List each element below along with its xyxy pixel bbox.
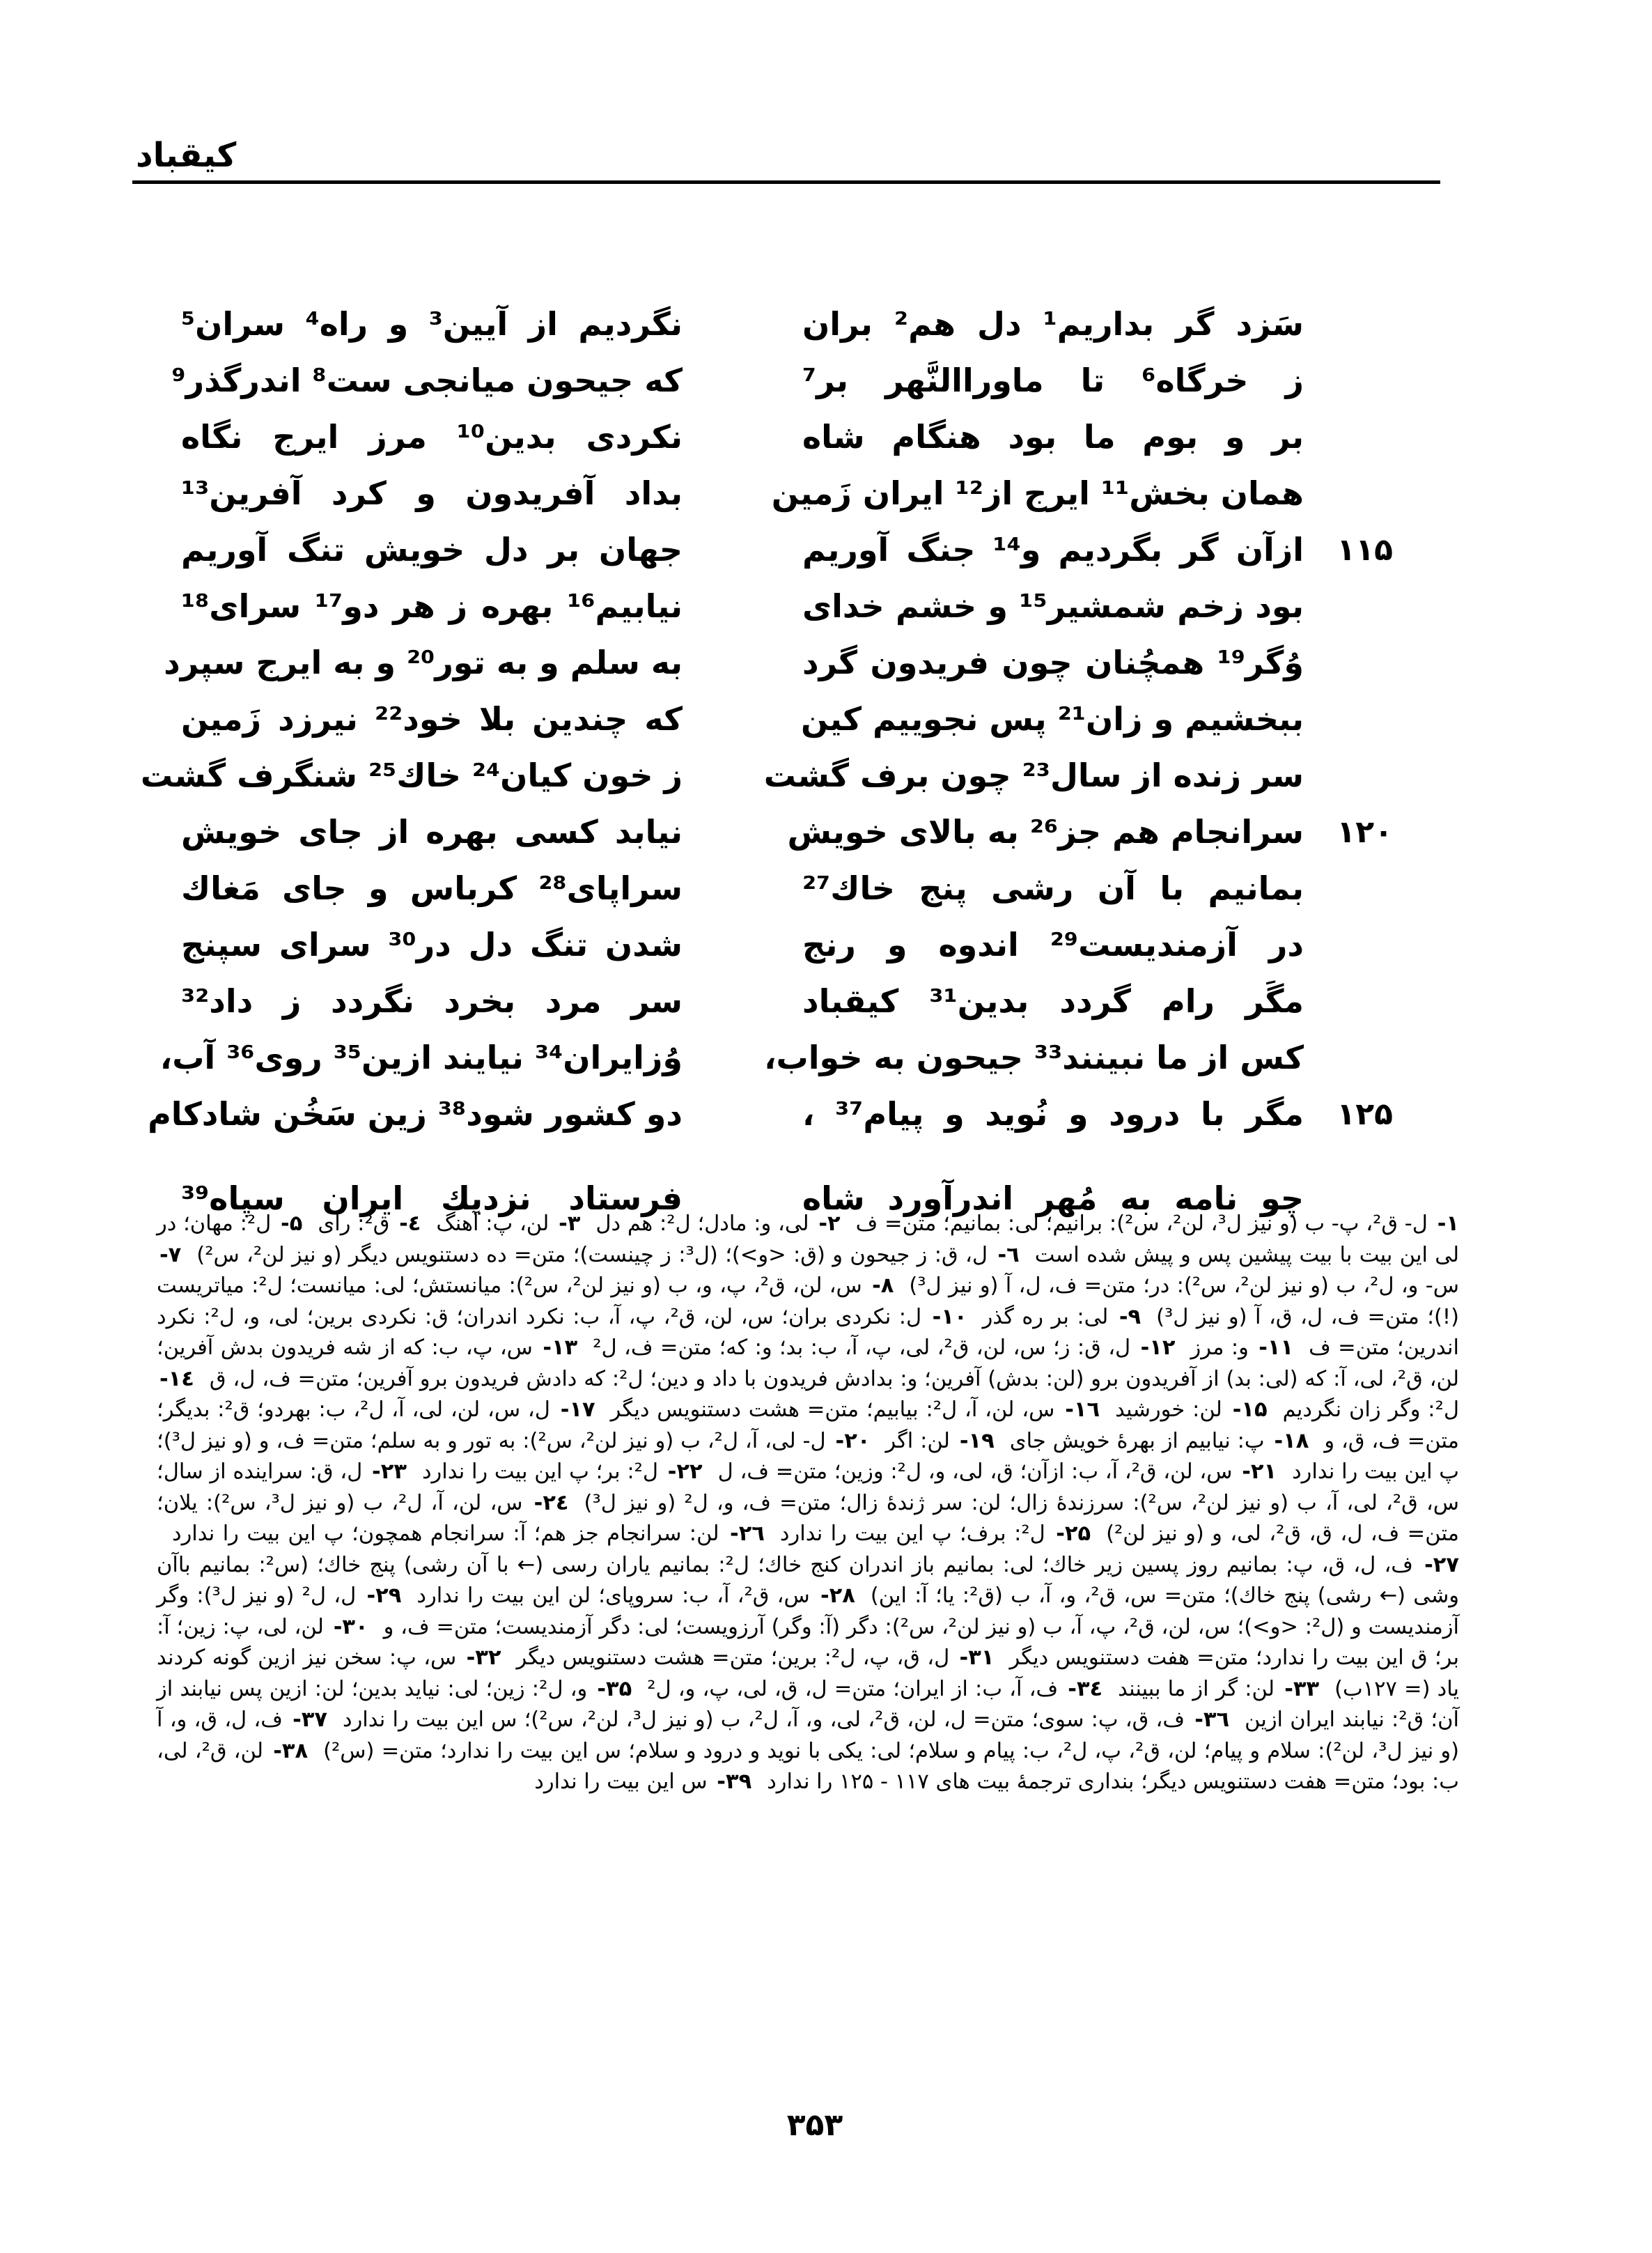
footnote-text: س، لن، ق²، آ، ب: ازآن؛ ق، لی، و، ل²: وزین؛ متن= ف، ل: [717, 1460, 1240, 1484]
footnote-number: ۱۸-: [1274, 1428, 1309, 1453]
verse-couplet: [181, 691, 1379, 748]
hemistich-first: مگر با درود و نُوید و پیام³⁷ ،: [802, 1095, 1304, 1133]
footnote-text: س این بیت را ندارد: [534, 1770, 715, 1794]
footnote: [703, 1460, 1277, 1484]
footnote-text: ل- ق²، پ- ب (و نیز ل³، لن²، س²): برانیم؛ لی: بمانیم؛ متن= ف: [855, 1211, 1435, 1236]
footnote: [407, 1460, 703, 1484]
footnote-number: ۲-: [818, 1211, 841, 1236]
footnote-number: ۳۸-: [273, 1738, 309, 1763]
hemistich-second: نیابیم¹⁶ بهره ز هر دو¹⁷ سرای¹⁸: [181, 587, 683, 625]
footnote-text: لن، لی، پ: زین؛ آ: بر؛ ق این بیت را ندارد؛ متن= هفت دستنویس دیگر: [157, 1614, 1459, 1670]
hemistich-first: همان بخش¹¹ ایرج از¹² ایران زَمین: [771, 474, 1304, 512]
footnote-text: ل، ق، پ، ل²: برین؛ متن= هشت دستنویس دیگر: [516, 1646, 957, 1670]
footnote-number: ٢٤-: [533, 1490, 569, 1515]
footnote: [157, 1522, 765, 1546]
footnote-number: ۱-: [1437, 1211, 1459, 1236]
footnote-text: لی: بر ره گذر: [982, 1304, 1116, 1329]
footnote-text: لن، ق²، لی، ب: بود؛ متن= هفت دستنویس دیگر؛ بنداری ترجمهٔ بیت های ۱۱۷ - ۱۲۵ را ندارد: [157, 1738, 1459, 1794]
footnote-text: ل²: بر؛ پ این بیت را ندارد: [421, 1460, 665, 1484]
footnote-text: لن: گر از ما ببینند: [1118, 1676, 1282, 1701]
footnote-number: ١٦-: [1065, 1398, 1100, 1422]
hemistich-first: مگَر رام گردد بدین³¹ کیقباد: [802, 982, 1304, 1020]
hemistich-second: بداد آفریدون و کرد آفرین¹³: [181, 474, 683, 512]
footnote-text: ل- لی، آ، ل²، ب (و نیز لن²، س²): به تور و به سلم؛ متن= ف، و (و نیز ل³)؛ پ این بیت را ندارد: [157, 1428, 1460, 1484]
footnote: [967, 1305, 1141, 1329]
footnote-text: ف، ق، پ: سوی؛ متن= ل، لن، ق²، لی، و، آ، ل²، ب (و نیز ل³، لن²، س²)؛ س این بیت را ندارد: [343, 1708, 1192, 1732]
hemistich-second: شدن تنگ دل در³⁰ سرای سپنج: [181, 926, 683, 963]
footnote-number: ۳-: [559, 1211, 581, 1236]
hemistich-first: کس از ما نبینند³³ جیحون به خواب،: [764, 1039, 1304, 1076]
footnote: [632, 1677, 1102, 1701]
verse-couplet: [181, 409, 1379, 465]
footnote-text: س- و، ل²، ب (و نیز لن²، س²): در؛ متن= ف، ل، آ (و نیز ل³): [909, 1273, 1459, 1298]
footnote-text: ق²: رای: [318, 1211, 397, 1236]
hemistich-first: ببخشیم و زان²¹ پس نجوییم کین: [801, 700, 1304, 738]
footnote-text: س، پ، ب: که از شه فریدون بدش آفرین؛ لن، ق²، لی، آ: که (لی: بد) از آفریدون برو (لن: بدش) آفرین؛ و: بدادش فریدون با داد و دین؛ ل²: که دادش فریدون برو آفرین؛ متن= ف، ل، ق: [157, 1335, 1459, 1391]
hemistich-second: سر مرد بخرد نگردد ز داد³²: [181, 982, 683, 1020]
verse-couplet: [181, 578, 1379, 635]
footnote-text: س، ق²، آ، ب: سروپای؛ لن این بیت را ندارد: [416, 1584, 818, 1608]
footnote-number: ۲۲-: [667, 1460, 703, 1484]
footnote: [181, 1243, 1019, 1267]
footnote-text: ل، ق: سراینده از سال؛ س، ق²، لی، آ، ب (و نیز لن²، س²): سرزندهٔ زال؛ لن: سر ژندهٔ زال؛ متن= ف، و، ل² (و نیز ل³): [157, 1460, 1459, 1515]
footnote-number: ۸-: [872, 1273, 894, 1298]
verse-couplet: [140, 748, 1379, 804]
footnote: [580, 1211, 840, 1236]
footnote: [1100, 1398, 1267, 1422]
hemistich-second: نکردی بدین¹⁰ مرز ایرج نگاه: [181, 418, 683, 456]
footnote: [401, 1584, 855, 1608]
footnote-number: ۱۳-: [543, 1335, 578, 1360]
footnote-number: ۳۹-: [717, 1770, 752, 1794]
footnote-text: ف، ل، ق، و، آ (و نیز ل³، لن²): سلام و پیام؛ لن، ق²، پ، ل²، ب: پیام و سلام؛ لی: یکی با نوید و درود و سلام؛ س این بیت را ندارد؛ متن= (س²): [157, 1708, 1460, 1763]
footnote: [327, 1708, 1229, 1732]
verse-couplet: [181, 296, 1379, 353]
footnote-number: ۲۰-: [835, 1428, 871, 1453]
footnote: [1176, 1335, 1294, 1360]
footnote-text: لی، و: مادل؛ ل²: هم دل: [595, 1211, 816, 1236]
hemistich-second: نگردیم از آیین³ و راه⁴ سران⁵: [181, 305, 683, 343]
hemistich-second: که چندین بلا خود²² نیرزد زَمین: [181, 700, 683, 738]
hemistich-first: ز خرگاه⁶ تا ماوراالنَّهر بر⁷: [802, 362, 1304, 399]
hemistich-first: در آزمندیست²⁹ اندوه و رنج: [802, 926, 1304, 963]
footnote-number: ٢٦-: [730, 1522, 765, 1546]
footnote-number: ۹-: [1119, 1304, 1141, 1329]
hemistich-first: بود زخم شمشیر¹⁵ و خشم خدای: [802, 587, 1304, 625]
footnote-text: و، ل²: زین؛ لی: نیاید بدین؛ لن: ازین پس نیابند از آن؛ ق²: نیابند ایران ازین: [157, 1676, 1459, 1732]
verse-couplet: [181, 860, 1379, 917]
footnote-text: و: مرز: [1190, 1335, 1256, 1360]
footnote: [841, 1211, 1459, 1236]
verse-couplet: [181, 973, 1379, 1030]
footnote-text: ف، ل، ق، پ: بمانیم روز پسین زیر خاك؛ لی: بمانیم باز اندران کنج خاك؛ ل²: بمانیم یاران رسی (← با آن رشی) پنج خاك؛ (س²: بمانیم باآن وشی (← رشی) پنج خاك)؛ متن= س، ق²، و، آ، ب (ق²: یا؛ آ: این): [157, 1552, 1459, 1608]
footnote-number: ۳۰-: [333, 1614, 368, 1639]
running-head-title: کیقباد: [136, 136, 237, 175]
hemistich-first: ازآن گر بگردیم و¹⁴ جنگ آوریم: [802, 531, 1304, 568]
footnote-text: ل²: وگر زان نگردیم: [1282, 1398, 1459, 1422]
footnote-number: ۲۱-: [1242, 1460, 1277, 1484]
footnote: [421, 1211, 580, 1236]
footnote-number: ۳۱-: [959, 1646, 995, 1670]
footnote-text: لن: خورشید: [1115, 1398, 1230, 1422]
hemistich-second: جهان بر دل خویش تنگ آوریم: [181, 531, 683, 568]
hemistich-first: سرانجام هم جز²⁶ به بالای خویش: [787, 813, 1304, 851]
verse-couplet: [171, 353, 1379, 409]
verse-couplet: [159, 1030, 1379, 1086]
hemistich-second: که جیحون میانجی ست⁸ اندرگذر⁹: [171, 362, 683, 399]
footnote-number: ۲۹-: [366, 1584, 402, 1608]
footnote-number: ۳۲-: [466, 1646, 501, 1670]
hemistich-second: فرستاد نزدیك ایران سپاه³⁹: [181, 1179, 683, 1217]
hemistich-first: بمانیم با آن رشی پنج خاك²⁷: [802, 869, 1304, 907]
verse-couplet: [148, 1086, 1393, 1143]
footnote-text: ف، آ، ب: از ایران؛ متن= ل، ق، لی، پ، و، ل²: [647, 1676, 1066, 1701]
verse-couplet: [181, 465, 1379, 522]
footnote-text: پ: نیابیم از بهرهٔ خویش جای: [1009, 1428, 1272, 1453]
hemistich-first: بر و بوم ما بود هنگام شاه: [802, 418, 1304, 456]
footnote: [1102, 1677, 1319, 1701]
hemistich-second: به سلم و به تور²⁰ و به ایرج سپرد: [164, 644, 683, 681]
footnote: [302, 1211, 421, 1236]
verse-couplet: [181, 522, 1393, 578]
footnote-number: ۳۷-: [293, 1708, 327, 1732]
footnote-text: ل، ق: ز جیحون و (ق: <و>)؛ (ل³: ز چینست)؛ متن= ده دستنویس دیگر (و نیز لن²، س²): [196, 1242, 995, 1267]
footnote-number: ۱۹-: [959, 1428, 995, 1453]
header-rule: [132, 180, 1440, 184]
footnote-text: س، لن، ق²، پ، و، ب (و نیز لن²، س²): میانستش؛ لی: میانست؛ ل²: میاتریست (!)؛ متن= ف، ل، ق، آ (و نیز ل³): [157, 1273, 1459, 1329]
footnote-number: ۳۳-: [1284, 1676, 1320, 1701]
footnote-number: ۳۵-: [597, 1676, 632, 1701]
footnote-text: ل، ق: ز؛ س، لن، ق²، لی، پ، آ، ب: بد؛ و: که؛ متن= ف، ل²: [593, 1335, 1138, 1360]
footnote-text: ل: نکردی بران؛ س، لن، ق²، پ، آ، ب: نکرد اندران؛ ق: نکردی برین؛ لی، و، ل²: نکرد اندرین؛ متن= ف: [157, 1304, 1459, 1360]
footnote-number: ۲۷-: [1424, 1552, 1459, 1577]
footnote-number: ۵-: [281, 1211, 303, 1236]
verse-couplet: [164, 635, 1379, 691]
footnote: [995, 1429, 1309, 1453]
hemistich-first: سَزد گر بداریم¹ دل هم² بران: [802, 305, 1304, 343]
footnote-number: ١٤-: [159, 1366, 194, 1391]
verse-block: [140, 296, 1393, 1227]
footnote-number: ٦-: [997, 1242, 1020, 1267]
footnote-text: س، لن، آ، ل²: بیابیم؛ متن= هشت دستنویس دیگر: [610, 1398, 1063, 1422]
page-number: ۳۵۳: [786, 2107, 843, 2143]
hemistich-second: سراپای²⁸ کرباس و جای مَغاك: [181, 869, 683, 907]
footnote-number: ۲۸-: [820, 1584, 855, 1608]
footnote-text: س، پ: سخن نیز ازین گونه کردند یاد (= ۱۲۷ب): [157, 1646, 1460, 1701]
footnote-text: ل²: برف؛ پ این بیت را ندارد: [779, 1522, 1054, 1546]
footnote-number: ٣٦-: [1194, 1708, 1230, 1732]
footnote-text: ل، س، لن، لی، آ، ل²، ب: بهردو؛ ق²: بدیگر؛ متن= ف، ق، و: [157, 1398, 1460, 1453]
footnote-number: ۲۵-: [1056, 1522, 1091, 1546]
footnote: [519, 1770, 751, 1794]
verse-line-number: ۱۲۰: [1337, 814, 1393, 850]
footnote-text: ل²: مهان؛ در لی این بیت با بیت پیشین پس و پیش شده است: [157, 1211, 1460, 1267]
verse-couplet: [181, 804, 1393, 860]
footnote-text: ل، ل² (و نیز ل³): وگر آزمندیست و (ل²: <و>)؛ س، لن، ق²، پ، آ، ب (و نیز لن²، س²): دگر (آ: وگر) آرزویست؛ لی: دگر آزمندیست؛ متن= ف، و: [157, 1584, 1459, 1639]
footnote-number: ۱۷-: [560, 1398, 595, 1422]
footnote-number: ۱۱-: [1259, 1335, 1294, 1360]
critical-apparatus-footnotes: [157, 1209, 1459, 1798]
footnote-text: س، لن، آ، ل²، ب (و نیز ل³، س²): یلان؛ متن= ف، ل، ق، ق²، لی، و (و نیز لن²): [157, 1490, 1459, 1546]
footnote: [577, 1335, 1175, 1360]
footnote-number: ۲۳-: [372, 1460, 407, 1484]
footnote: [595, 1398, 1100, 1422]
verse-line-number: ۱۲۵: [1337, 1097, 1393, 1132]
hemistich-second: دو کشور شود³⁸ زین سَخُن شادکام: [148, 1095, 683, 1133]
hemistich-second: ز خون کیان²⁴ خاك²⁵ شنگرف گشت: [140, 757, 683, 794]
footnote-text: لن، پ: آهنگ: [436, 1211, 556, 1236]
footnote-number: ۱۰-: [932, 1304, 967, 1329]
hemistich-first: سر زنده از سال²³ چون برف گشت: [763, 757, 1304, 794]
hemistich-first: چو نامه به مُهر اندرآورد شاه: [802, 1179, 1304, 1217]
footnote: [765, 1522, 1091, 1546]
verse-couplet: [181, 917, 1379, 973]
hemistich-second: نیابد کسی بهره از جای خویش: [181, 813, 683, 851]
verse-line-number: ۱۱۵: [1337, 532, 1393, 568]
hemistich-first: وُگر¹⁹ همچُنان چون فریدون گرد: [802, 644, 1304, 681]
footnote-number: ۷-: [159, 1242, 182, 1267]
footnote-number: ٣٤-: [1068, 1676, 1103, 1701]
footnote-text: لن: اگر: [885, 1428, 957, 1453]
footnote: [870, 1429, 994, 1453]
footnote: [501, 1646, 994, 1670]
hemistich-second: وُزایران³⁴ نیایند ازین³⁵ روی³⁶ آب،: [159, 1039, 683, 1076]
footnote-text: لن: سرانجام جز هم؛ آ: سرانجام همچون؛ پ این بیت را ندارد: [172, 1522, 728, 1546]
footnote-number: ۱۵-: [1232, 1398, 1268, 1422]
footnote-number: ۱۲-: [1140, 1335, 1176, 1360]
footnote-number: ٤-: [399, 1211, 421, 1236]
